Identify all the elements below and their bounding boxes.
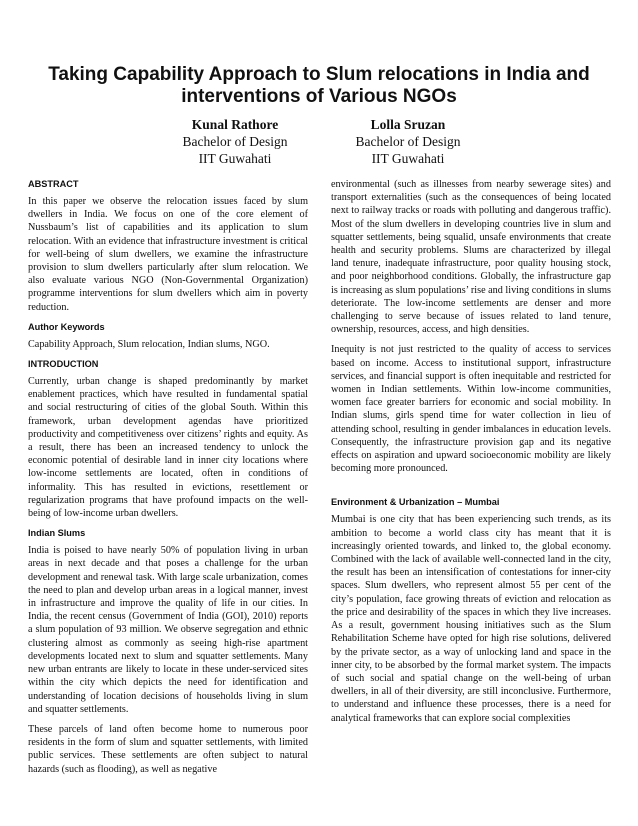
keywords-text: Capability Approach, Slum relocation, Indian slums, NGO. bbox=[28, 338, 270, 350]
right-column bbox=[331, 178, 611, 732]
author-block-1 bbox=[150, 116, 320, 167]
introduction-text: Currently, urban change is shaped predominantly by market enablement practices, which have resulted in fundamental spatial and social restructuring of cities of the global South. Within this framework, urban development agendas have prioritized productivity and competitiveness over citizens’ rights and equity. As a result, there has been an increased tendency to unlock the economic potential of desirable land in inner city locations where low-income settlements are located, often in conditions of informality. This has resulted in evictions, resettlement or regularization programs that have profound impacts on the well-being of low-income urban dwellers. bbox=[28, 376, 308, 520]
indian-slums-paragraph: India is poised to have nearly 50% of population living in urban areas in next decade and that poses a challenge for the urban development and renewal task. With large scale urbanization, comes the need to plan and develop urban areas in a logical manner, invest in infrastructure and improve the quality of life in our cities. In India, the recent census (Government of India (GOI), 2010) reports a slum population of 93 million. We observe segregation and ethnic clustering almost as commonly as seeing high-rise apartment developments located next to slum and squatter settlements. Many new urban entrants are likely to locate in these under-serviced sites within the city which depicts the need for identification and understanding of location decisions of households living in slum and squatter settlements. bbox=[28, 545, 308, 715]
paper-title: Taking Capability Approach to Slum relocations in India and interventions of Various NGOs bbox=[48, 64, 590, 107]
indian-slums-heading: Indian Slums bbox=[28, 528, 86, 539]
abstract-text: In this paper we observe the relocation issues faced by slum dwellers in India. We focus on one of the core element of Nussbaum’s list of capabilities and its application to slum relocation. With an evidence that infrastructure investment is critical for well-being of slum dwellers, we examine the infrastructure provision to slum dwellers particularly after slum relocation. We also evaluate various NGO (Non-Governmental Organization) programme interventions for slum dwellers which aim in poverty reduction. bbox=[28, 196, 308, 313]
body-paragraph: Inequity is not just restricted to the quality of access to services based on income. Access to institutional support, infrastructure services, and financial support is often inequitable and restricted for women in Indian settlements. Within low-income communities, women face greater barriers for economic and social mobility. In Indian slums, girls spend time for water collection in lieu of attending school, resulting in gender imbalances in education levels. Consequently, the infrastructure provision gap and its negative effects on aspiration and upward socioeconomic mobility are likely becoming more pronounced. bbox=[331, 344, 611, 475]
author-name: Lolla Sruzan bbox=[370, 117, 446, 132]
author-institution: IIT Guwahati bbox=[371, 151, 445, 166]
indian-slums-paragraph: These parcels of land often become home to numerous poor residents in the form of slum and squatter settlements, with limited public services. These settlements are often subject to natural hazards (such as flooding), as well as negative bbox=[28, 723, 308, 775]
author-degree: Bachelor of Design bbox=[355, 134, 461, 149]
author-institution: IIT Guwahati bbox=[198, 151, 272, 166]
keywords-heading: Author Keywords bbox=[28, 321, 105, 332]
left-column bbox=[28, 178, 308, 783]
author-degree: Bachelor of Design bbox=[182, 134, 288, 149]
mumbai-heading: Environment & Urbanization – Mumbai bbox=[331, 497, 500, 508]
section-spacer bbox=[331, 482, 611, 496]
author-name: Kunal Rathore bbox=[191, 117, 279, 132]
abstract-heading: ABSTRACT bbox=[28, 179, 79, 189]
mumbai-paragraph: Mumbai is one city that has been experiencing such trends, as its ambition to become a world class city has meant that it is increasingly oriented towards, and linked to, the global economy. Combined with the lack of available well-connected land in the city, the result has been an intensification of contestations for inner-city spaces. Slum dwellers, who represent almost 55 per cent of the city’s population, face growing threats of eviction and relocation as the price and desirability of the spaces in which they live increases. As a result, government housing initiatives such as the Slum Rehabilitation Scheme have opted for high rise solutions, delivered by the private sector, as a way of unlocking land and space in the inner city, to be absorbed by the formal market system. The impacts of such social and spatial change on the well-being of urban dwellers, in all of their diversity, are still inconclusive. Furthermore, to understand and influence these processes, there is a need for analytical frameworks that can explore social complexities bbox=[331, 514, 611, 724]
body-paragraph: environmental (such as illnesses from nearby sewerage sites) and transport externalities (such as the consequences of being located next to railway tracks or roads with polluting and dangerous traffic). Most of the slum dwellers in developing countries live in slum and squatter settlements, being squalid, unsafe environments that create health and security problems. Slums are characterized by illegal land tenure, inadequate infrastructure, poor quality housing stock, and poor neighborhood conditions. Globally, the infrastructure gap is increasing as slum populations’ rise and living conditions in slums deteriorate. The low-income settlements are denser and more challenging to serve because of issues related to land tenure, ownership, resources, access, and high densities. bbox=[331, 179, 611, 336]
author-block-2 bbox=[323, 116, 493, 167]
introduction-heading: INTRODUCTION bbox=[28, 359, 99, 370]
